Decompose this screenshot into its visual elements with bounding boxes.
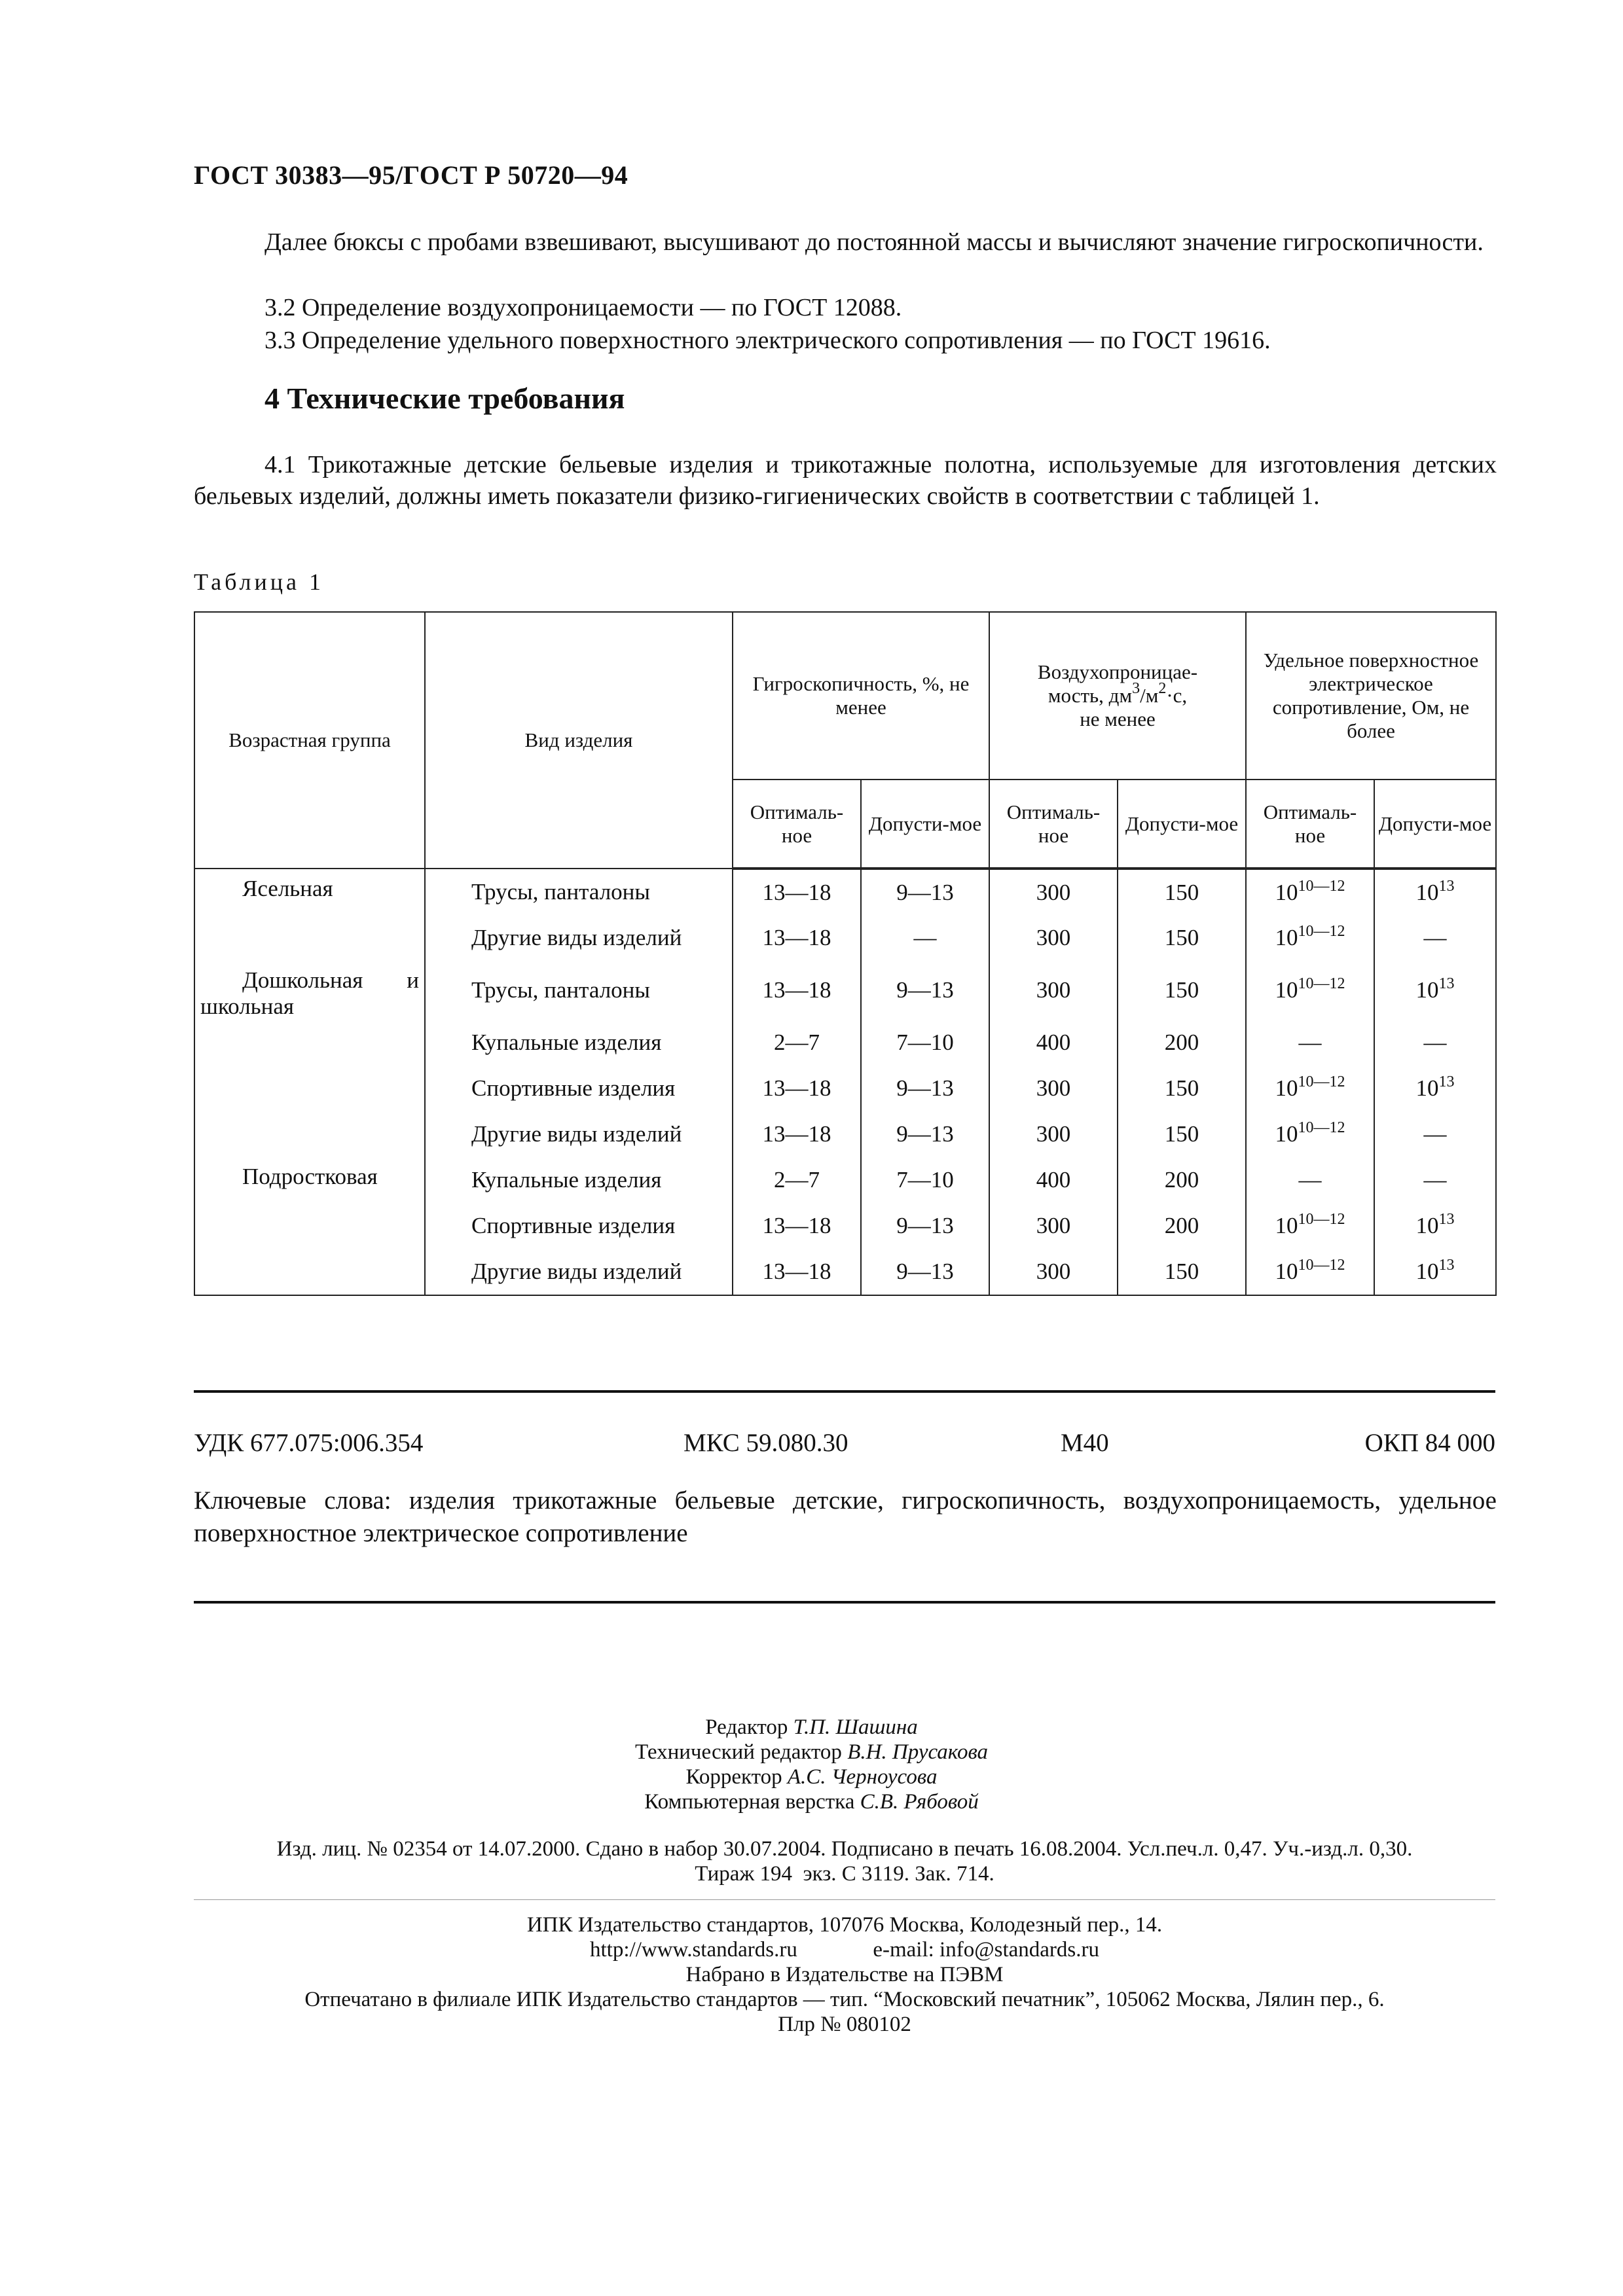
resistance-permissible-base: —	[1423, 925, 1447, 950]
age-group-text: Дошкольная и школьная	[200, 967, 419, 1019]
resistance-optimal-base: 10	[1275, 1213, 1298, 1238]
hygro-optimal-value: 13—18	[762, 977, 831, 1003]
table-row	[194, 1066, 1496, 1111]
table-row	[194, 961, 1496, 1020]
cell-hygro-optimal	[733, 961, 861, 1020]
hygro-optimal-value: 13—18	[762, 1213, 831, 1238]
paragraph-drying: Далее бюксы с пробами взвешивают, высушивают до постоянной массы и вычисляют значение гигроскопичности.	[264, 228, 1484, 256]
credit-layout	[0, 1789, 1623, 1814]
cell-air-optimal	[989, 1157, 1118, 1203]
cell-air-optimal	[989, 869, 1118, 915]
cell-air-optimal	[989, 961, 1118, 1020]
product-type-text: Трусы, панталоны	[471, 977, 650, 1003]
credit-person: А.С. Черноусова	[787, 1765, 938, 1789]
product-type-text: Другие виды изделий	[471, 1259, 682, 1284]
properties-table	[194, 611, 1497, 1296]
resistance-permissible-base: 10	[1415, 977, 1439, 1003]
credit-tech-editor	[0, 1740, 1623, 1765]
cell-product-type	[425, 1020, 733, 1066]
resistance-permissible-exponent: 13	[1438, 1073, 1455, 1090]
cell-resistance-optimal	[1246, 1249, 1374, 1295]
cell-air-permissible	[1118, 1111, 1246, 1157]
hygro-optimal-value: 13—18	[762, 1075, 831, 1101]
cell-hygro-permissible	[861, 1020, 989, 1066]
cell-age-group	[194, 1020, 425, 1066]
cell-resistance-optimal	[1246, 915, 1374, 961]
cell-air-permissible	[1118, 1066, 1246, 1111]
resistance-optimal-exponent: 10—12	[1298, 1073, 1345, 1090]
header-resistance-text: Удельное поверхностное электрическое сопротивление, Ом, не более	[1263, 649, 1479, 742]
cell-air-permissible	[1118, 915, 1246, 961]
credit-person: Т.П. Шашина	[793, 1715, 918, 1739]
product-type-text: Другие виды изделий	[471, 1121, 682, 1147]
hygro-permissible-value: 9—13	[896, 879, 954, 905]
credit-role: Редактор	[705, 1715, 788, 1739]
resistance-permissible-base: 10	[1415, 1259, 1439, 1284]
cell-resistance-permissible	[1374, 1111, 1496, 1157]
credit-person: В.Н. Прусакова	[847, 1740, 989, 1764]
cell-air-optimal	[989, 1020, 1118, 1066]
credit-corrector	[0, 1765, 1623, 1789]
cell-age-group	[194, 1203, 425, 1249]
cell-hygro-permissible	[861, 1066, 989, 1111]
header-hygroscopicity	[733, 612, 989, 780]
resistance-permissible-base: —	[1423, 1030, 1447, 1055]
header-a-optimal: Оптималь-ное	[989, 780, 1118, 869]
resistance-optimal-exponent: 10—12	[1298, 923, 1345, 940]
cell-hygro-permissible	[861, 915, 989, 961]
air-permissible-value: 200	[1164, 1030, 1199, 1055]
paragraph-4-1: 4.1 Трикотажные детские бельевые изделия и трикотажные полотна, используемые для изготовления детских бельевых изделий, должны иметь показатели физико-гигиенических свойств в соответствии с таблицей 1.	[194, 451, 1497, 510]
cell-air-optimal	[989, 1111, 1118, 1157]
publisher-contacts	[194, 1937, 1495, 1962]
publisher-url[interactable]: http://www.standards.ru	[590, 1938, 797, 1962]
cell-air-optimal	[989, 1249, 1118, 1295]
hygro-permissible-value: 9—13	[896, 1259, 954, 1284]
hygro-optimal-value: 13—18	[762, 1121, 831, 1147]
hygro-optimal-value: 13—18	[762, 879, 831, 905]
hygro-permissible-value: 9—13	[896, 1121, 954, 1147]
cell-resistance-permissible	[1374, 1203, 1496, 1249]
air-permissible-value: 150	[1164, 1121, 1199, 1147]
cell-age-group	[194, 1157, 425, 1203]
imprint-line1: Изд. лиц. № 02354 от 14.07.2000. Сдано в набор 30.07.2004. Подписано в печать 16.08.2004. Усл.печ.л. 0,47. Уч.-изд.л. 0,30.	[276, 1837, 1413, 1861]
cell-age-group	[194, 1111, 425, 1157]
credit-person: С.В. Рябовой	[860, 1790, 979, 1814]
air-permissible-value: 150	[1164, 977, 1199, 1003]
air-optimal-value: 300	[1036, 925, 1071, 950]
resistance-optimal-base: 10	[1275, 977, 1298, 1003]
cell-hygro-optimal	[733, 915, 861, 961]
divider-bottom	[194, 1601, 1495, 1604]
okp-code: ОКП 84 000	[1364, 1429, 1495, 1457]
age-group-text: Подростковая	[242, 1164, 378, 1189]
publisher-line1: ИПК Издательство стандартов, 107076 Москва, Колодезный пер., 14.	[526, 1913, 1163, 1937]
air-permissible-value: 150	[1164, 879, 1199, 905]
cell-age-group	[194, 915, 425, 961]
cell-product-type	[425, 869, 733, 915]
cell-resistance-permissible	[1374, 1249, 1496, 1295]
air-permissible-value: 150	[1164, 1075, 1199, 1101]
divider-thin	[194, 1899, 1495, 1900]
table-row	[194, 1111, 1496, 1157]
section-title: 4 Технические требования	[264, 382, 625, 415]
cell-product-type	[425, 1203, 733, 1249]
cell-product-type	[425, 961, 733, 1020]
cell-age-group	[194, 1249, 425, 1295]
paragraph-3-2: 3.2 Определение воздухопроницаемости — по ГОСТ 12088.	[264, 294, 902, 321]
air-optimal-value: 300	[1036, 879, 1071, 905]
resistance-permissible-exponent: 13	[1438, 877, 1455, 895]
cell-resistance-permissible	[1374, 869, 1496, 915]
cell-product-type	[425, 1066, 733, 1111]
resistance-optimal-exponent: 10—12	[1298, 1257, 1345, 1274]
hygro-optimal-value: 2—7	[774, 1167, 820, 1193]
air-permeability-sup1: 3	[1132, 680, 1140, 697]
air-permeability-line3: не менее	[1080, 708, 1156, 730]
cell-hygro-optimal	[733, 1203, 861, 1249]
cell-air-permissible	[1118, 961, 1246, 1020]
air-optimal-value: 400	[1036, 1030, 1071, 1055]
cell-hygro-permissible	[861, 1203, 989, 1249]
product-type-text: Трусы, панталоны	[471, 879, 650, 905]
product-type-text: Другие виды изделий	[471, 925, 682, 950]
air-permissible-value: 200	[1164, 1167, 1199, 1193]
hygro-optimal-value: 13—18	[762, 925, 831, 950]
publisher-line4: Отпечатано в филиале ИПК Издательство стандартов — тип. “Московский печатник”, 105062 Москва, Лялин пер., 6.	[304, 1988, 1385, 2011]
udk-code: УДК 677.075:006.354	[194, 1429, 424, 1457]
air-permeability-sup2: 2	[1158, 680, 1167, 697]
resistance-permissible-exponent: 13	[1438, 975, 1455, 992]
cell-hygro-optimal	[733, 1249, 861, 1295]
resistance-optimal-base: 10	[1275, 1121, 1298, 1147]
cell-air-permissible	[1118, 1020, 1246, 1066]
hygro-permissible-value: —	[913, 925, 937, 950]
cell-air-optimal	[989, 915, 1118, 961]
air-permissible-value: 150	[1164, 925, 1199, 950]
air-optimal-value: 400	[1036, 1167, 1071, 1193]
cell-resistance-optimal	[1246, 961, 1374, 1020]
cell-air-permissible	[1118, 869, 1246, 915]
air-permeability-line1: Воздухопроницае-	[1037, 660, 1198, 683]
age-group-text: Ясельная	[242, 876, 333, 901]
cell-resistance-permissible	[1374, 1020, 1496, 1066]
cell-hygro-permissible	[861, 1111, 989, 1157]
header-a-permissible: Допусти-мое	[1118, 780, 1246, 869]
resistance-optimal-exponent: 10—12	[1298, 877, 1345, 895]
cell-resistance-optimal	[1246, 1111, 1374, 1157]
cell-resistance-permissible	[1374, 1157, 1496, 1203]
credit-editor	[0, 1715, 1623, 1740]
credits	[0, 1715, 1623, 1814]
table-row	[194, 915, 1496, 961]
publisher-line3: Набрано в Издательстве на ПЭВМ	[685, 1963, 1004, 1986]
imprint-line2: Тираж 194 экз. С 3119. Зак. 714.	[695, 1862, 994, 1886]
credit-role: Компьютерная верстка	[644, 1790, 855, 1814]
cell-resistance-optimal	[1246, 869, 1374, 915]
resistance-permissible-base: —	[1423, 1121, 1447, 1147]
cell-hygro-permissible	[861, 1249, 989, 1295]
credit-role: Корректор	[685, 1765, 782, 1789]
air-optimal-value: 300	[1036, 977, 1071, 1003]
resistance-optimal-base: 10	[1275, 879, 1298, 905]
table-row	[194, 1249, 1496, 1295]
resistance-permissible-base: 10	[1415, 1213, 1439, 1238]
hygro-optimal-value: 13—18	[762, 1259, 831, 1284]
cell-hygro-optimal	[733, 1066, 861, 1111]
product-type-text: Спортивные изделия	[471, 1213, 676, 1238]
header-h-optimal: Оптималь-ное	[733, 780, 861, 869]
table-row	[194, 1157, 1496, 1203]
table-row	[194, 1203, 1496, 1249]
air-optimal-value: 300	[1036, 1075, 1071, 1101]
cell-hygro-optimal	[733, 1111, 861, 1157]
resistance-permissible-base: 10	[1415, 879, 1439, 905]
header-h-permissible: Допусти-мое	[861, 780, 989, 869]
cell-resistance-permissible	[1374, 1066, 1496, 1111]
cell-resistance-optimal	[1246, 1020, 1374, 1066]
paragraph-3-3: 3.3 Определение удельного поверхностного электрического сопротивления — по ГОСТ 19616.	[264, 327, 1271, 354]
publisher-line5: Плр № 080102	[778, 2013, 911, 2036]
resistance-optimal-exponent: 10—12	[1298, 1119, 1345, 1136]
hygro-permissible-value: 9—13	[896, 1213, 954, 1238]
air-permissible-value: 150	[1164, 1259, 1199, 1284]
table-caption: Таблица 1	[194, 569, 324, 595]
cell-hygro-optimal	[733, 1157, 861, 1203]
air-optimal-value: 300	[1036, 1213, 1071, 1238]
hygro-permissible-value: 9—13	[896, 1075, 954, 1101]
cell-product-type	[425, 1157, 733, 1203]
resistance-optimal-exponent: 10—12	[1298, 1211, 1345, 1228]
cell-resistance-optimal	[1246, 1157, 1374, 1203]
hygro-permissible-value: 7—10	[896, 1030, 954, 1055]
air-optimal-value: 300	[1036, 1121, 1071, 1147]
header-r-optimal: Оптималь-ное	[1246, 780, 1374, 869]
table-row	[194, 869, 1496, 915]
cell-air-permissible	[1118, 1157, 1246, 1203]
product-type-text: Спортивные изделия	[471, 1075, 676, 1101]
product-type-text: Купальные изделия	[471, 1167, 662, 1193]
keywords: Ключевые слова: изделия трикотажные бельевые детские, гигроскопичность, воздухопроницаемость, удельное поверхностное электрическое сопротивление	[194, 1486, 1497, 1547]
hygro-permissible-value: 7—10	[896, 1167, 954, 1193]
header-hygroscopicity-text: Гигроскопичность, %, не менее	[752, 672, 970, 719]
document-number-header: ГОСТ 30383—95/ГОСТ Р 50720—94	[194, 160, 629, 190]
header-age-group: Возрастная группа	[194, 612, 425, 869]
cell-age-group	[194, 869, 425, 915]
credit-role: Технический редактор	[634, 1740, 842, 1764]
resistance-optimal-base: 10	[1275, 1075, 1298, 1101]
cell-resistance-permissible	[1374, 961, 1496, 1020]
cell-air-optimal	[989, 1066, 1118, 1111]
air-permeability-line2: мость, дм	[1048, 684, 1133, 707]
hygro-permissible-value: 9—13	[896, 977, 954, 1003]
resistance-permissible-exponent: 13	[1438, 1211, 1455, 1228]
resistance-optimal-base: —	[1298, 1030, 1322, 1055]
imprint	[194, 1837, 1495, 1886]
m-code: М40	[1061, 1429, 1109, 1457]
cell-air-permissible	[1118, 1249, 1246, 1295]
cell-hygro-permissible	[861, 1157, 989, 1203]
resistance-permissible-base: 10	[1415, 1075, 1439, 1101]
resistance-optimal-base: 10	[1275, 925, 1298, 950]
header-resistance	[1246, 612, 1496, 780]
cell-age-group	[194, 1066, 425, 1111]
cell-resistance-permissible	[1374, 915, 1496, 961]
air-permissible-value: 200	[1164, 1213, 1199, 1238]
cell-resistance-optimal	[1246, 1203, 1374, 1249]
cell-product-type	[425, 915, 733, 961]
divider-top	[194, 1390, 1495, 1393]
table-row	[194, 1020, 1496, 1066]
header-air-permeability	[989, 612, 1246, 780]
resistance-permissible-base: —	[1423, 1167, 1447, 1193]
resistance-optimal-base: —	[1298, 1167, 1322, 1193]
air-permeability-tail: ·с,	[1166, 684, 1188, 707]
mks-code: МКС 59.080.30	[684, 1429, 848, 1457]
cell-air-optimal	[989, 1203, 1118, 1249]
resistance-optimal-exponent: 10—12	[1298, 975, 1345, 992]
resistance-optimal-base: 10	[1275, 1259, 1298, 1284]
resistance-permissible-exponent: 13	[1438, 1257, 1455, 1274]
cell-hygro-optimal	[733, 869, 861, 915]
air-permeability-mid: /м	[1140, 684, 1159, 707]
product-type-text: Купальные изделия	[471, 1030, 662, 1055]
cell-hygro-optimal	[733, 1020, 861, 1066]
air-optimal-value: 300	[1036, 1259, 1071, 1284]
cell-hygro-permissible	[861, 869, 989, 915]
cell-product-type	[425, 1111, 733, 1157]
cell-product-type	[425, 1249, 733, 1295]
publisher-email[interactable]: e-mail: info@standards.ru	[873, 1938, 1099, 1962]
cell-resistance-optimal	[1246, 1066, 1374, 1111]
header-product-type: Вид изделия	[425, 612, 733, 869]
hygro-optimal-value: 2—7	[774, 1030, 820, 1055]
publisher-info	[194, 1912, 1495, 2037]
cell-hygro-permissible	[861, 961, 989, 1020]
cell-air-permissible	[1118, 1203, 1246, 1249]
header-r-permissible: Допусти-мое	[1374, 780, 1496, 869]
cell-age-group	[194, 961, 425, 1020]
